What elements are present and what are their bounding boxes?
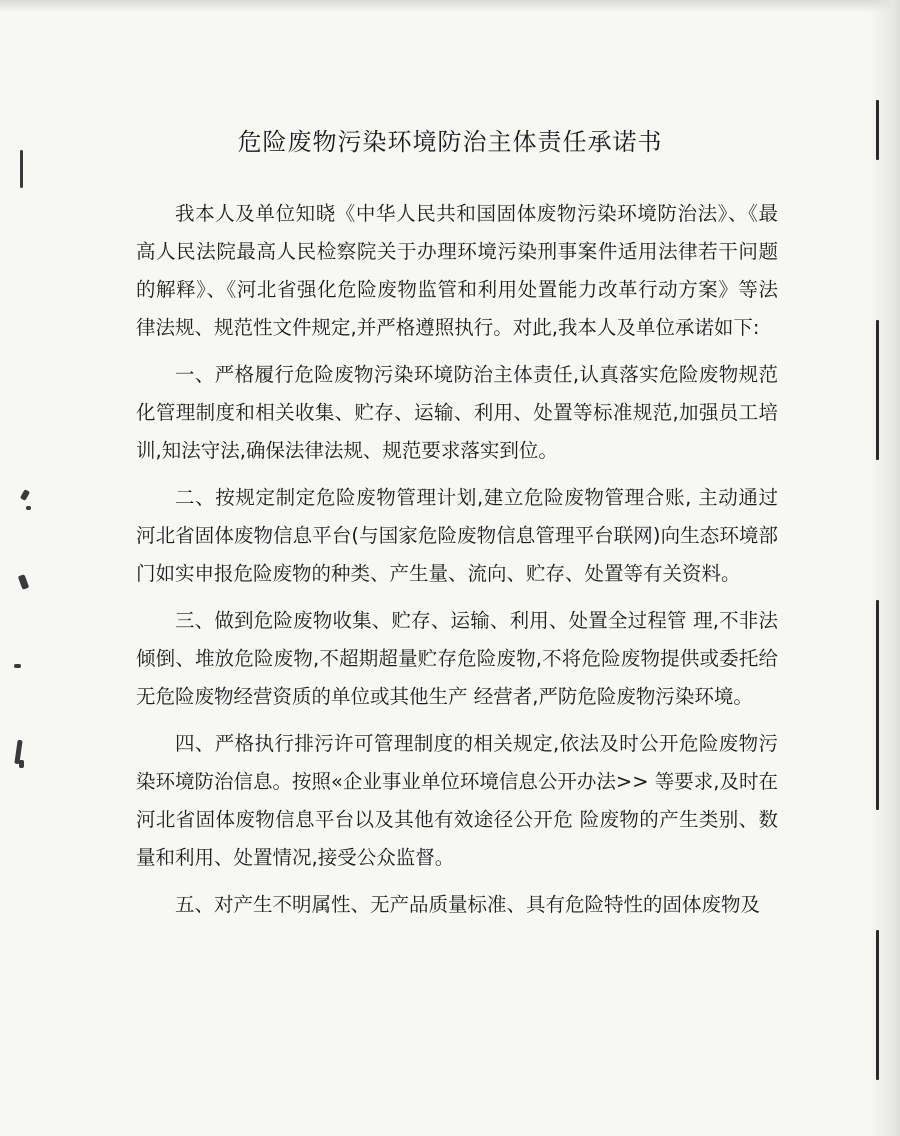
scan-artifact: [26, 506, 31, 510]
scan-right-edge: [870, 0, 900, 1136]
binding-mark: [876, 100, 879, 160]
paragraph-commitment-3: 三、做到危险废物收集、贮存、运输、利用、处置全过程管 理,不非法倾倒、堆放危险废物,不超期超量贮存危险废物,不将危险废物提供或委托给无危险废物经营资质的单位或其他生产 经营者,严防危险废物污染环境。: [136, 609, 778, 708]
scan-artifact: [19, 760, 24, 768]
paragraph-commitment-4: 四、严格执行排污许可管理制度的相关规定,依法及时公开危险废物污染环境防治信息。按照«企业事业单位环境信息公开办法>> 等要求,及时在河北省固体废物信息平台以及其他有效途径公开危 险废物的产生类别、数量和利用、处置情况,接受公众监督。: [136, 732, 779, 869]
scan-artifact: [20, 150, 23, 188]
paragraph-commitment-1: 一、严格履行危险废物污染环境防治主体责任,认真落实危险废物规范化管理制度和相关收集、贮存、运输、利用、处置等标准规范,加强员工培训,知法守法,确保法律法规、规范要求落实到位。: [136, 363, 778, 462]
paragraph-commitment-2: 二、按规定制定危险废物管理计划,建立危险废物管理合账, 主动通过河北省固体废物信息平台(与国家危险废物信息管理平台联网)向生态环境部门如实申报危险废物的种类、产生量、流向、贮存、处置等有关资料。: [136, 486, 778, 585]
document-body: [136, 195, 778, 924]
document-title: 危险废物污染环境防治主体责任承诺书: [237, 128, 663, 157]
binding-mark: [876, 320, 879, 460]
paragraph-commitment-5: 五、对产生不明属性、无产品质量标准、具有危险特性的固体废物及: [175, 893, 761, 916]
scan-top-shadow: [0, 0, 900, 12]
binding-mark: [876, 600, 879, 810]
scan-artifact: [20, 489, 30, 501]
binding-mark: [876, 930, 879, 1080]
scan-artifact: [18, 574, 29, 590]
scan-artifact: [14, 664, 21, 668]
paragraph-preamble: 我本人及单位知晓《中华人民共和国固体废物污染环境防治法》、《最高人民法院最高人民检察院关于办理环境污染刑事案件适用法律若干问题的解释》、《河北省强化危险废物监管和利用处置能力改革行动方案》等法律法规、规范性文件规定,并严格遵照执行。对此,我本人及单位承诺如下:: [136, 202, 778, 339]
